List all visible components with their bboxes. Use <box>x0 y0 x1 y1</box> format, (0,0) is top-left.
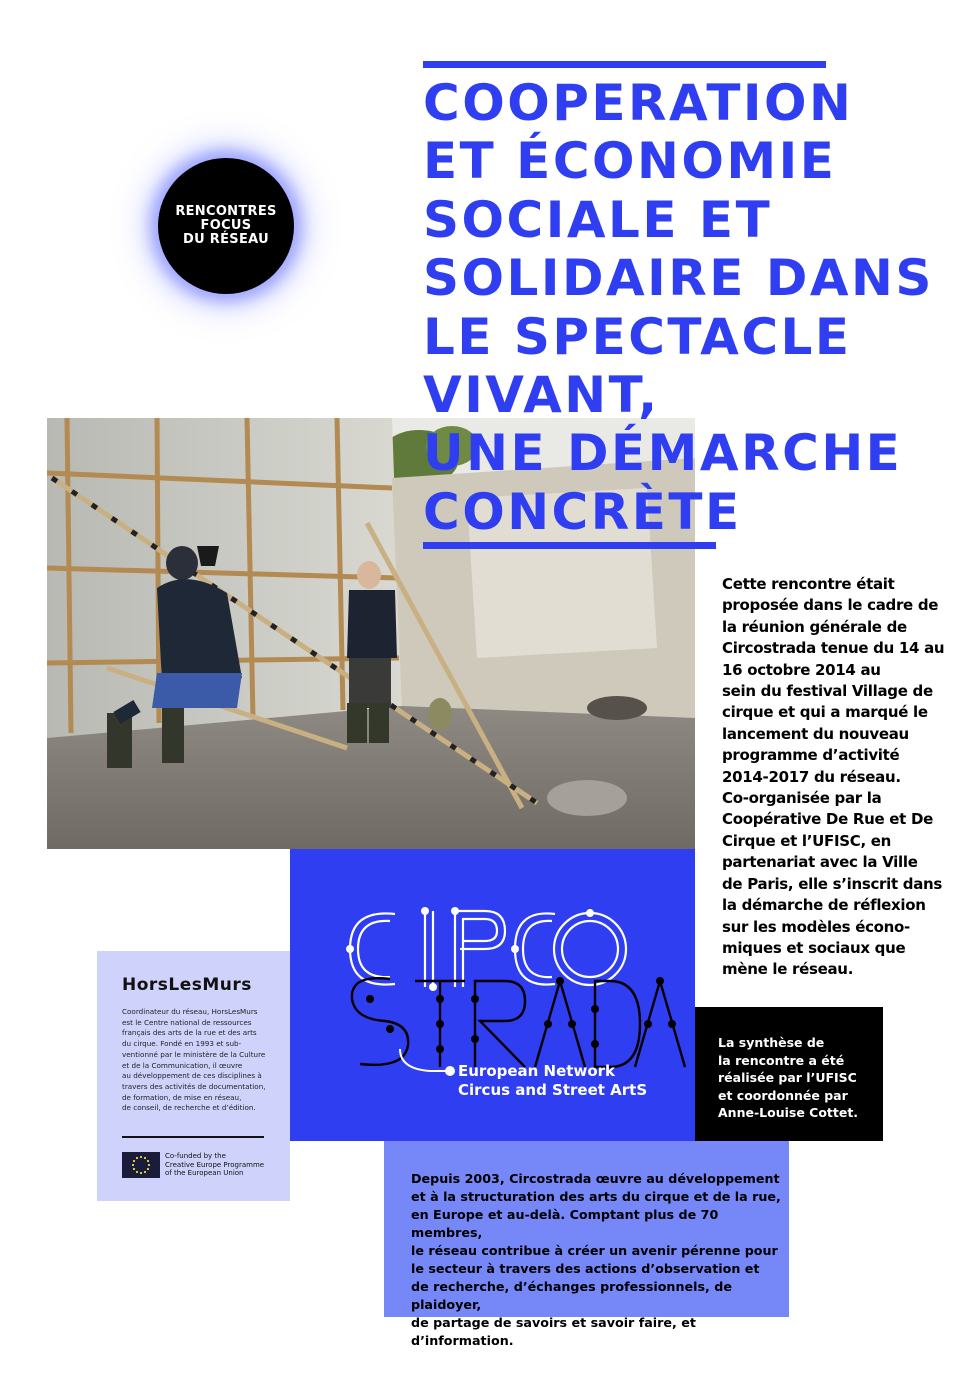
eu-line: Creative Europe Programme <box>165 1160 265 1169</box>
hlm-line: ventionné par le ministère de la Culture <box>122 1049 266 1059</box>
title-top-rule <box>423 61 826 68</box>
circostrada-description-box <box>384 1141 789 1348</box>
title-line: LE SPECTACLE <box>423 307 852 366</box>
synthesis-line: la rencontre a été <box>718 1052 845 1068</box>
description-line: le secteur à travers des actions d’observation et <box>411 1261 760 1276</box>
intro-line: miques et sociaux que <box>722 938 906 957</box>
eu-cofunding-text <box>165 1152 275 1178</box>
intro-line: Cette rencontre était <box>722 575 895 593</box>
horslesmurs-divider <box>122 1136 264 1138</box>
title-line: VIVANT, <box>423 366 660 425</box>
synthesis-line: réalisée par l’UFISC <box>718 1070 857 1085</box>
title-line: UNE DÉMARCHE <box>423 424 903 483</box>
hlm-line: de formation, de mise en réseau, <box>122 1092 242 1102</box>
intro-line: 2014-2017 du réseau. <box>722 767 901 786</box>
intro-line: cirque et qui a marqué le <box>722 703 928 722</box>
description-line: de partage de savoirs et savoir faire, et d’information. <box>411 1315 696 1348</box>
title-line: CONCRÈTE <box>423 482 742 541</box>
hlm-line: et de la Communication, il œuvre <box>122 1060 243 1070</box>
description-line: Depuis 2003, Circostrada œuvre au développement <box>411 1171 780 1186</box>
description-line: en Europe et au-delà. Comptant plus de 70 membres, <box>411 1207 719 1240</box>
intro-line: sur les modèles écono- <box>722 917 910 936</box>
intro-line: Cirque et l’UFISC, en <box>722 831 892 850</box>
title-line: ET ÉCONOMIE <box>423 132 837 191</box>
title-line: SOCIALE ET <box>423 190 773 249</box>
intro-line: partenariat avec la Ville <box>722 853 918 872</box>
title-bottom-rule <box>423 542 716 549</box>
badge-line-3: DU RÉSEAU <box>183 232 269 247</box>
intro-line: lancement du nouveau <box>722 724 909 743</box>
hlm-line: est le Centre national de ressources <box>122 1017 252 1027</box>
eu-flag-icon <box>122 1152 160 1178</box>
eu-line: Co-funded by the <box>165 1152 226 1160</box>
tagline-line-2: Circus and Street ArtS <box>458 1081 648 1099</box>
intro-line: proposée dans le cadre de <box>722 596 939 615</box>
horslesmurs-logo: HorsLesMurs <box>122 975 252 995</box>
hlm-line: du cirque. Fondé en 1993 et sub- <box>122 1039 242 1049</box>
hlm-line: Coordinateur du réseau, HorsLesMurs <box>122 1007 258 1016</box>
intro-line: la démarche de réflexion <box>722 896 926 915</box>
circostrada-tagline <box>458 1062 647 1100</box>
hlm-line: travers des activités de documentation, <box>122 1081 266 1091</box>
description-line: et à la structuration des arts du cirque et de la rue, <box>411 1189 781 1204</box>
badge-line-2: FOCUS <box>200 218 252 233</box>
intro-line: programme d’activité <box>722 746 900 765</box>
hlm-line: de conseil, de recherche et d’édition. <box>122 1103 256 1113</box>
intro-line: sein du festival Village de <box>722 682 933 701</box>
page-title <box>423 74 953 541</box>
horslesmurs-description <box>122 1007 272 1114</box>
tagline-line-1: European Network <box>458 1062 615 1080</box>
title-line: COOPERATION <box>423 74 854 132</box>
synthesis-line: La synthèse de <box>718 1035 825 1050</box>
synthesis-line: Anne-Louise Cottet. <box>718 1105 859 1120</box>
intro-line: Coopérative De Rue et De <box>722 810 933 829</box>
synthesis-line: et coordonnée par <box>718 1087 848 1103</box>
badge-line-1: RENCONTRES <box>175 204 277 219</box>
eu-line: of the European Union <box>165 1169 244 1178</box>
rencontres-badge <box>158 158 294 294</box>
description-line: de recherche, d’échanges professionnels, de plaidoyer, <box>411 1279 732 1312</box>
intro-line: Circostrada tenue du 14 au <box>722 639 945 658</box>
intro-paragraph <box>722 574 962 981</box>
intro-line: la réunion générale de <box>722 617 907 636</box>
intro-line: mène le réseau. <box>722 960 854 979</box>
title-line: SOLIDAIRE DANS <box>423 249 934 308</box>
hlm-line: français des arts de la rue et des arts <box>122 1028 257 1038</box>
intro-line: 16 octobre 2014 au <box>722 660 881 679</box>
hlm-line: au développement de ces disciplines à <box>122 1071 262 1081</box>
intro-line: Co-organisée par la <box>722 789 882 808</box>
synthesis-box <box>695 1007 883 1141</box>
description-line: le réseau contribue à créer un avenir pérenne pour <box>411 1243 778 1258</box>
intro-line: de Paris, elle s’inscrit dans <box>722 874 943 893</box>
